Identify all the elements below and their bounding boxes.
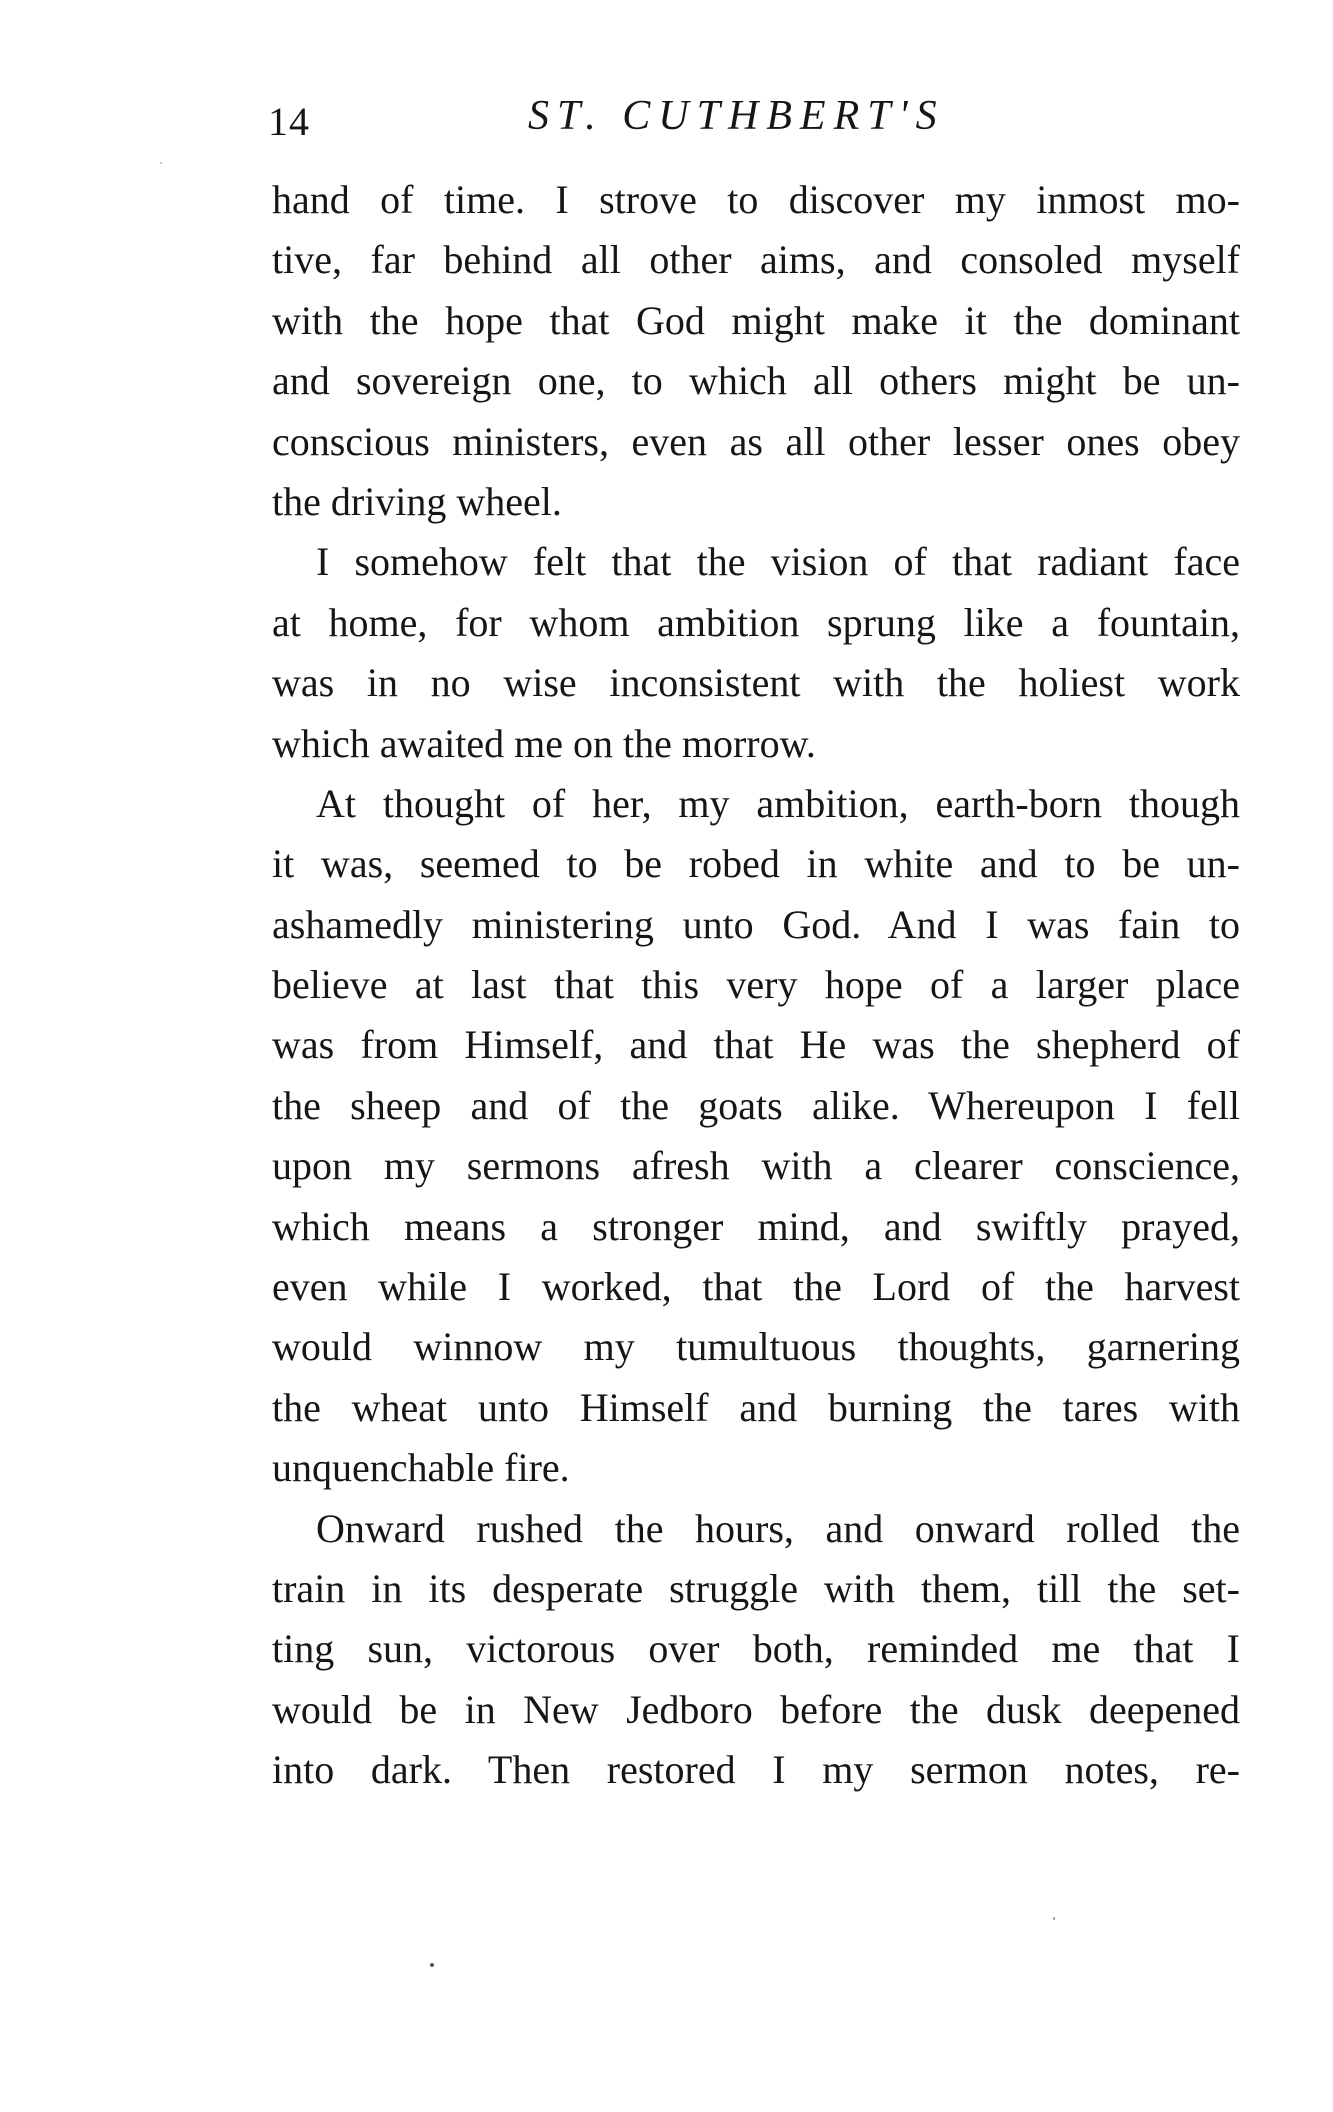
text-line: the driving wheel. xyxy=(272,478,562,524)
paragraph-4 xyxy=(272,1499,1240,1801)
paper-speck xyxy=(1053,1917,1055,1920)
paragraph-2 xyxy=(272,532,1240,774)
paper-speck xyxy=(430,1963,434,1967)
running-title: ST. CUTHBERT'S xyxy=(528,93,945,139)
text-line: ashamedly ministering unto God. And I was fain to xyxy=(272,901,1240,947)
text-line: was in no wise inconsistent with the holiest work xyxy=(272,660,1240,706)
text-line: with the hope that God might make it the dominant xyxy=(272,297,1240,343)
text-line: was from Himself, and that He was the shepherd of xyxy=(272,1022,1240,1068)
text-line: which means a stronger mind, and swiftly prayed, xyxy=(272,1203,1240,1249)
paragraph-1 xyxy=(272,170,1240,532)
text-line: the wheat unto Himself and burning the tares with xyxy=(272,1384,1240,1430)
body-text xyxy=(272,170,1240,1801)
text-line: would winnow my tumultuous thoughts, garnering xyxy=(272,1324,1240,1370)
text-line: conscious ministers, even as all other lesser ones obey xyxy=(272,418,1240,464)
text-line: Onward rushed the hours, and onward rolled the xyxy=(316,1505,1240,1551)
text-line: at home, for whom ambition sprung like a fountain, xyxy=(272,599,1240,645)
paper-speck xyxy=(160,162,162,164)
page-number: 14 xyxy=(268,99,310,144)
text-line: believe at last that this very hope of a larger place xyxy=(272,962,1240,1008)
text-line: which awaited me on the morrow. xyxy=(272,720,816,766)
text-line: unquenchable fire. xyxy=(272,1445,570,1491)
text-line: even while I worked, that the Lord of the harvest xyxy=(272,1264,1240,1310)
text-line: the sheep and of the goats alike. Whereupon I fell xyxy=(272,1082,1240,1128)
text-line: ting sun, victorous over both, reminded me that I xyxy=(272,1626,1240,1672)
text-line: hand of time. I strove to discover my inmost mo- xyxy=(272,177,1240,222)
text-line: would be in New Jedboro before the dusk deepened xyxy=(272,1686,1240,1732)
text-line: upon my sermons afresh with a clearer conscience, xyxy=(272,1143,1240,1189)
paragraph-3 xyxy=(272,774,1240,1499)
text-line: tive, far behind all other aims, and consoled myself xyxy=(272,237,1240,283)
text-line: and sovereign one, to which all others might be un- xyxy=(272,358,1240,404)
text-line: I somehow felt that the vision of that radiant face xyxy=(316,539,1240,585)
text-line: into dark. Then restored I my sermon notes, re- xyxy=(272,1747,1240,1793)
text-line: it was, seemed to be robed in white and to be un- xyxy=(272,841,1240,887)
running-head xyxy=(268,92,1238,152)
text-line: train in its desperate struggle with them, till the set- xyxy=(272,1565,1240,1611)
text-line: At thought of her, my ambition, earth-born though xyxy=(316,780,1240,826)
